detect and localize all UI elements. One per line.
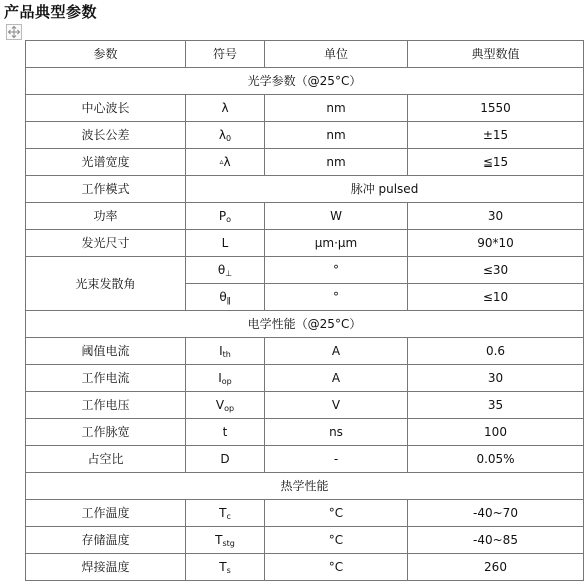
section-row-thermal [26,473,584,500]
header-unit: 单位 [265,41,408,68]
param-cell: 工作模式 [26,176,186,203]
param-cell: 焊接温度 [26,554,186,581]
unit-cell: °C [265,554,408,581]
table-row [26,365,584,392]
param-cell: 光谱宽度 [26,149,186,176]
symbol-cell: L [186,230,265,257]
table-row [26,554,584,581]
param-cell: 存储温度 [26,527,186,554]
value-cell: 100 [408,419,584,446]
symbol-cell: λ [186,95,265,122]
page-title: 产品典型参数 [4,3,98,21]
value-cell: 1550 [408,95,584,122]
section-row-optical [26,68,584,95]
value-cell: 30 [408,203,584,230]
unit-cell: A [265,365,408,392]
param-cell: 光束发散角 [26,257,186,311]
table-row [26,122,584,149]
value-cell: ≤10 [408,284,584,311]
header-value: 典型数值 [408,41,584,68]
symbol-cell: $\theta_\perp$ [186,257,265,284]
table-row [26,500,584,527]
param-cell: 占空比 [26,446,186,473]
table-row [26,203,584,230]
value-cell: 260 [408,554,584,581]
unit-cell: ° [265,257,408,284]
symbol-cell: $T_s$ [186,554,265,581]
header-symbol: 符号 [186,41,265,68]
param-cell: 波长公差 [26,122,186,149]
table-row [26,257,584,284]
symbol-cell: $T_c$ [186,500,265,527]
value-cell: 0.6 [408,338,584,365]
symbol-cell: $P_o$ [186,203,265,230]
symbol-cell: $T_{stg}$ [186,527,265,554]
section-electrical: 电学性能（@25°C） [26,311,584,338]
unit-cell: μm·μm [265,230,408,257]
table-row [26,149,584,176]
symbol-cell: $I_{th}$ [186,338,265,365]
unit-cell: W [265,203,408,230]
param-cell: 工作电压 [26,392,186,419]
value-cell: 90*10 [408,230,584,257]
unit-cell: nm [265,122,408,149]
symbol-cell: D [186,446,265,473]
table-row [26,338,584,365]
symbol-cell: $V_{op}$ [186,392,265,419]
value-cell: ≦15 [408,149,584,176]
param-cell: 发光尺寸 [26,230,186,257]
value-cell: -40~70 [408,500,584,527]
symbol-cell: $\lambda_0$ [186,122,265,149]
value-cell: 0.05% [408,446,584,473]
symbol-cell: $\theta_ǁ$ [186,284,265,311]
param-cell: 功率 [26,203,186,230]
section-optical: 光学参数（@25°C） [26,68,584,95]
value-cell: 30 [408,365,584,392]
unit-cell: °C [265,527,408,554]
header-row [26,41,584,68]
unit-cell: A [265,338,408,365]
move-arrows-icon [7,25,21,39]
table-move-handle[interactable] [6,24,22,40]
table-row [26,419,584,446]
value-cell: ≤30 [408,257,584,284]
table-row [26,95,584,122]
table-row [26,446,584,473]
section-thermal: 热学性能 [26,473,584,500]
table-row [26,527,584,554]
value-cell: ±15 [408,122,584,149]
symbol-cell: t [186,419,265,446]
symbol-cell: ▵λ [186,149,265,176]
table-row [26,176,584,203]
param-cell: 中心波长 [26,95,186,122]
value-cell: 35 [408,392,584,419]
unit-cell: V [265,392,408,419]
param-cell: 工作温度 [26,500,186,527]
table-row [26,392,584,419]
table-row [26,230,584,257]
symbol-cell: $I_{op}$ [186,365,265,392]
param-cell: 阈值电流 [26,338,186,365]
param-cell: 工作脉宽 [26,419,186,446]
spec-table [25,40,584,581]
unit-cell: - [265,446,408,473]
param-cell: 工作电流 [26,365,186,392]
unit-cell: nm [265,95,408,122]
header-param: 参数 [26,41,186,68]
section-row-electrical [26,311,584,338]
unit-cell: nm [265,149,408,176]
unit-cell: ns [265,419,408,446]
value-cell-mode: 脉冲 pulsed [186,176,584,203]
value-cell: -40~85 [408,527,584,554]
unit-cell: ° [265,284,408,311]
unit-cell: °C [265,500,408,527]
